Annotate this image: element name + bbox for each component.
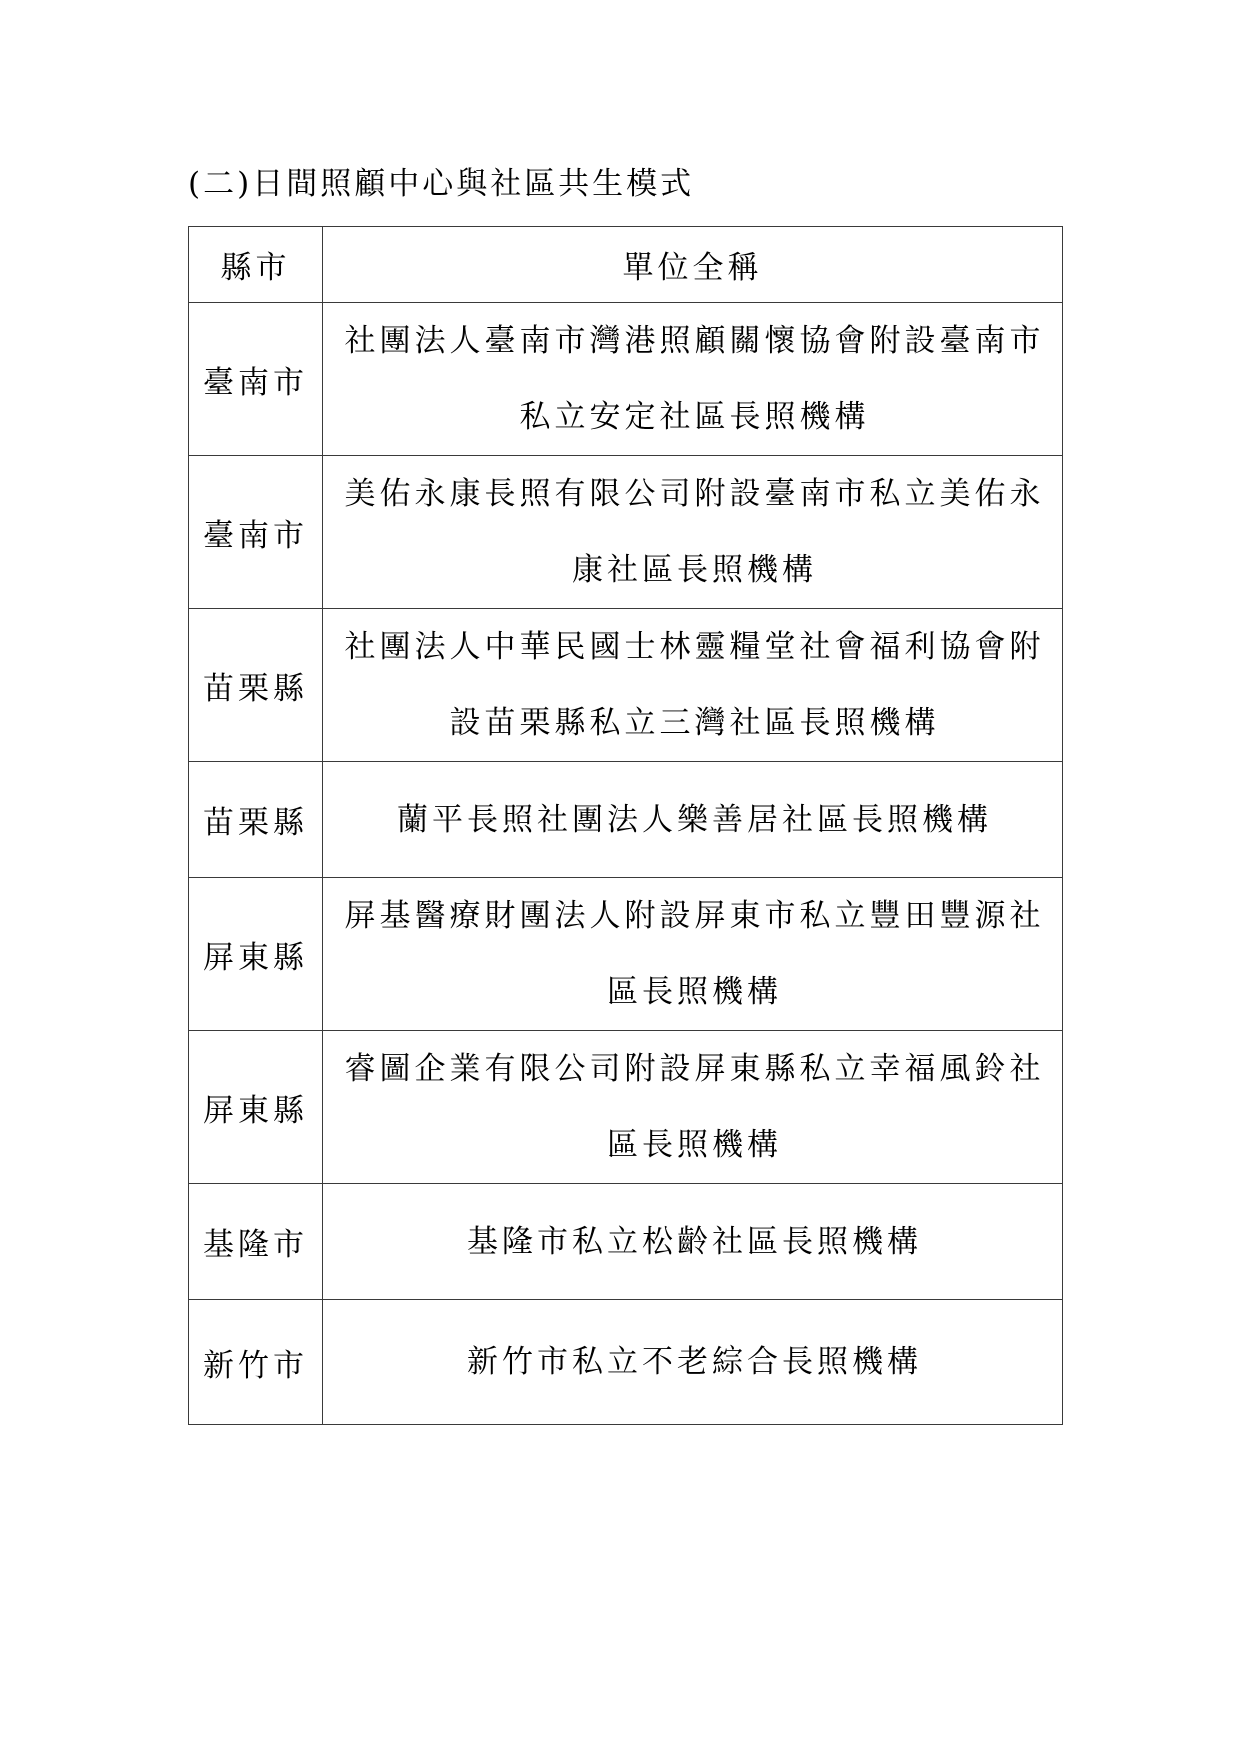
table-row [189, 1031, 1063, 1184]
table-row [189, 1300, 1063, 1425]
table-row [189, 1184, 1063, 1300]
header-city: 縣市 [189, 227, 323, 303]
row-city: 苗栗縣 [189, 762, 323, 878]
row-unit-name: 基隆市私立松齡社區長照機構 [323, 1184, 1063, 1300]
row-unit-name: 蘭平長照社團法人樂善居社區長照機構 [323, 762, 1063, 878]
row-city: 屏東縣 [189, 1031, 323, 1184]
row-unit-name: 屏基醫療財團法人附設屏東市私立豐田豐源社區長照機構 [323, 878, 1063, 1031]
row-unit-name: 社團法人臺南市灣港照顧關懷協會附設臺南市私立安定社區長照機構 [323, 303, 1063, 456]
table-row [189, 609, 1063, 762]
header-unit-name: 單位全稱 [323, 227, 1063, 303]
table-row [189, 303, 1063, 456]
row-unit-name: 新竹市私立不老綜合長照機構 [323, 1300, 1063, 1425]
table-row [189, 878, 1063, 1031]
row-city: 新竹市 [189, 1300, 323, 1425]
table-header-row [189, 227, 1063, 303]
section-heading: (二)日間照顧中心與社區共生模式 [188, 166, 695, 202]
row-city: 臺南市 [189, 303, 323, 456]
table-row [189, 456, 1063, 609]
row-unit-name: 美佑永康長照有限公司附設臺南市私立美佑永康社區長照機構 [323, 456, 1063, 609]
table-row [189, 762, 1063, 878]
institution-table [188, 226, 1063, 1425]
row-unit-name: 社團法人中華民國士林靈糧堂社會福利協會附設苗栗縣私立三灣社區長照機構 [323, 609, 1063, 762]
row-city: 基隆市 [189, 1184, 323, 1300]
row-city: 屏東縣 [189, 878, 323, 1031]
row-city: 臺南市 [189, 456, 323, 609]
row-city: 苗栗縣 [189, 609, 323, 762]
row-unit-name: 睿圖企業有限公司附設屏東縣私立幸福風鈴社區長照機構 [323, 1031, 1063, 1184]
